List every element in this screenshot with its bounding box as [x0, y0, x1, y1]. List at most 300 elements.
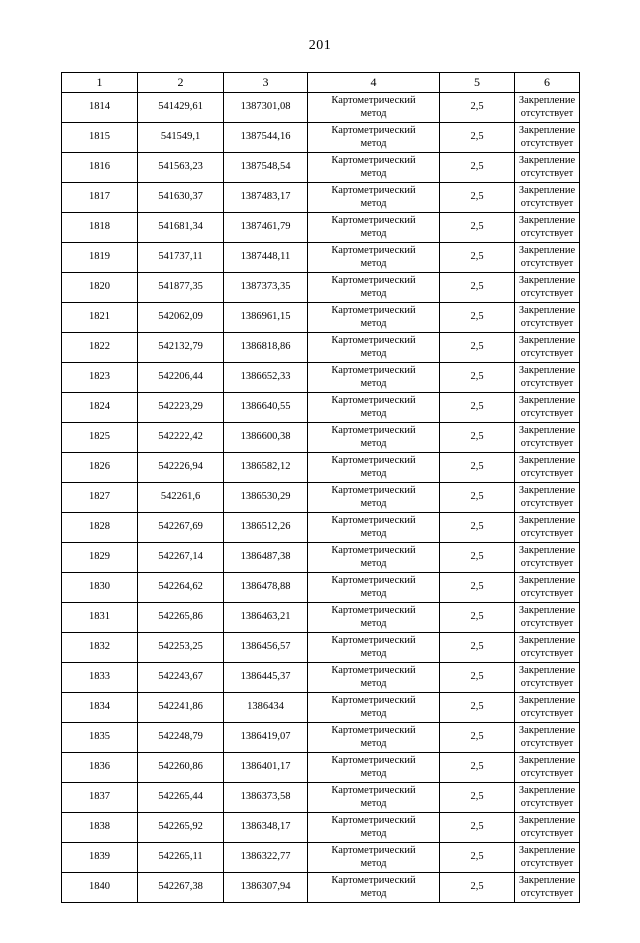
cell-method — [308, 243, 440, 273]
cell-accuracy: 2,5 — [440, 243, 515, 273]
cell-method-line1: Картометрический — [331, 605, 416, 617]
cell-fastening-line2: отсутствует — [520, 737, 574, 749]
cell-coordinate-x: 541737,11 — [138, 243, 224, 273]
cell-coordinate-x: 542241,86 — [138, 693, 224, 723]
cell-fastening-line1: Закрепление — [518, 425, 576, 437]
cell-fastening — [515, 723, 580, 753]
cell-accuracy: 2,5 — [440, 453, 515, 483]
cell-fastening-line2: отсутствует — [520, 827, 574, 839]
cell-method — [308, 873, 440, 903]
cell-fastening — [515, 753, 580, 783]
cell-coordinate-x: 542222,42 — [138, 423, 224, 453]
cell-fastening — [515, 183, 580, 213]
table-row — [62, 723, 580, 753]
cell-coordinate-y: 1387301,08 — [224, 93, 308, 123]
cell-coordinate-y: 1386478,88 — [224, 573, 308, 603]
cell-fastening-line2: отсутствует — [520, 317, 574, 329]
cell-method-line1: Картометрический — [331, 755, 416, 767]
cell-coordinate-x: 542206,44 — [138, 363, 224, 393]
table-row — [62, 513, 580, 543]
cell-fastening-line1: Закрепление — [518, 575, 576, 587]
cell-fastening-line1: Закрепление — [518, 215, 576, 227]
cell-accuracy: 2,5 — [440, 693, 515, 723]
cell-fastening-line1: Закрепление — [518, 395, 576, 407]
cell-accuracy: 2,5 — [440, 303, 515, 333]
cell-fastening-line2: отсутствует — [520, 557, 574, 569]
cell-fastening-line1: Закрепление — [518, 455, 576, 467]
cell-point-number: 1833 — [62, 663, 138, 693]
cell-point-number: 1824 — [62, 393, 138, 423]
cell-coordinate-y: 1386530,29 — [224, 483, 308, 513]
cell-method-line2: метод — [360, 737, 387, 749]
cell-fastening — [515, 423, 580, 453]
table-row — [62, 603, 580, 633]
cell-method-line2: метод — [360, 407, 387, 419]
cell-point-number: 1839 — [62, 843, 138, 873]
table-row — [62, 633, 580, 663]
cell-coordinate-x: 542265,11 — [138, 843, 224, 873]
column-header-5: 5 — [440, 73, 515, 93]
cell-method-line1: Картометрический — [331, 185, 416, 197]
cell-point-number: 1837 — [62, 783, 138, 813]
table-body — [62, 93, 580, 903]
cell-fastening — [515, 93, 580, 123]
cell-coordinate-x: 542267,38 — [138, 873, 224, 903]
cell-point-number: 1826 — [62, 453, 138, 483]
table-row — [62, 93, 580, 123]
cell-coordinate-y: 1387548,54 — [224, 153, 308, 183]
cell-method-line2: метод — [360, 227, 387, 239]
table-row — [62, 213, 580, 243]
cell-method-line1: Картометрический — [331, 335, 416, 347]
cell-method-line2: метод — [360, 677, 387, 689]
cell-coordinate-x: 542253,25 — [138, 633, 224, 663]
cell-fastening-line1: Закрепление — [518, 605, 576, 617]
cell-method-line2: метод — [360, 377, 387, 389]
cell-method-line2: метод — [360, 497, 387, 509]
cell-accuracy: 2,5 — [440, 393, 515, 423]
table-row — [62, 483, 580, 513]
cell-point-number: 1821 — [62, 303, 138, 333]
cell-coordinate-y: 1386434 — [224, 693, 308, 723]
cell-coordinate-y: 1386582,12 — [224, 453, 308, 483]
cell-method — [308, 123, 440, 153]
cell-coordinate-x: 542264,62 — [138, 573, 224, 603]
cell-coordinate-x: 542226,94 — [138, 453, 224, 483]
cell-fastening-line1: Закрепление — [518, 695, 576, 707]
table-row — [62, 183, 580, 213]
column-header-4: 4 — [308, 73, 440, 93]
cell-method — [308, 153, 440, 183]
cell-fastening — [515, 873, 580, 903]
cell-fastening-line2: отсутствует — [520, 797, 574, 809]
page-number: 201 — [308, 38, 332, 53]
cell-accuracy: 2,5 — [440, 603, 515, 633]
cell-method-line2: метод — [360, 107, 387, 119]
cell-point-number: 1820 — [62, 273, 138, 303]
cell-coordinate-x: 542267,14 — [138, 543, 224, 573]
cell-coordinate-y: 1387483,17 — [224, 183, 308, 213]
cell-fastening — [515, 243, 580, 273]
cell-fastening-line2: отсутствует — [520, 377, 574, 389]
cell-fastening-line1: Закрепление — [518, 815, 576, 827]
cell-fastening-line1: Закрепление — [518, 365, 576, 377]
table-header-row — [62, 73, 580, 93]
cell-coordinate-y: 1386419,07 — [224, 723, 308, 753]
cell-fastening — [515, 513, 580, 543]
cell-method — [308, 603, 440, 633]
cell-point-number: 1838 — [62, 813, 138, 843]
cell-method-line2: метод — [360, 437, 387, 449]
cell-accuracy: 2,5 — [440, 753, 515, 783]
cell-fastening-line2: отсутствует — [520, 767, 574, 779]
table-row — [62, 333, 580, 363]
cell-method-line1: Картометрический — [331, 875, 416, 887]
cell-method — [308, 753, 440, 783]
cell-accuracy: 2,5 — [440, 333, 515, 363]
cell-method-line2: метод — [360, 857, 387, 869]
cell-method-line1: Картометрический — [331, 395, 416, 407]
cell-method-line1: Картометрический — [331, 485, 416, 497]
cell-accuracy: 2,5 — [440, 153, 515, 183]
cell-method-line1: Картометрический — [331, 275, 416, 287]
cell-method-line1: Картометрический — [331, 845, 416, 857]
table-row — [62, 123, 580, 153]
cell-method — [308, 573, 440, 603]
cell-coordinate-x: 542267,69 — [138, 513, 224, 543]
table-row — [62, 543, 580, 573]
cell-method-line1: Картометрический — [331, 545, 416, 557]
document-page — [0, 38, 640, 943]
cell-accuracy: 2,5 — [440, 123, 515, 153]
cell-method-line1: Картометрический — [331, 665, 416, 677]
cell-method-line1: Картометрический — [331, 215, 416, 227]
cell-method — [308, 813, 440, 843]
cell-coordinate-y: 1387461,79 — [224, 213, 308, 243]
cell-coordinate-x: 541630,37 — [138, 183, 224, 213]
column-header-1: 1 — [62, 73, 138, 93]
cell-fastening-line2: отсутствует — [520, 527, 574, 539]
cell-method — [308, 513, 440, 543]
cell-method-line2: метод — [360, 647, 387, 659]
cell-method-line2: метод — [360, 197, 387, 209]
cell-coordinate-y: 1386401,17 — [224, 753, 308, 783]
cell-fastening — [515, 813, 580, 843]
cell-coordinate-x: 542243,67 — [138, 663, 224, 693]
cell-coordinate-y: 1386640,55 — [224, 393, 308, 423]
cell-method-line2: метод — [360, 797, 387, 809]
cell-fastening-line1: Закрепление — [518, 305, 576, 317]
cell-point-number: 1822 — [62, 333, 138, 363]
cell-coordinate-x: 541681,34 — [138, 213, 224, 243]
cell-accuracy: 2,5 — [440, 483, 515, 513]
cell-fastening-line2: отсутствует — [520, 197, 574, 209]
cell-coordinate-y: 1386512,26 — [224, 513, 308, 543]
cell-method — [308, 303, 440, 333]
cell-method — [308, 663, 440, 693]
cell-method — [308, 843, 440, 873]
table-row — [62, 393, 580, 423]
table-row — [62, 843, 580, 873]
cell-coordinate-x: 542132,79 — [138, 333, 224, 363]
cell-method-line1: Картометрический — [331, 125, 416, 137]
cell-point-number: 1840 — [62, 873, 138, 903]
cell-coordinate-x: 542265,44 — [138, 783, 224, 813]
cell-fastening-line2: отсутствует — [520, 677, 574, 689]
cell-fastening-line2: отсутствует — [520, 407, 574, 419]
cell-accuracy: 2,5 — [440, 93, 515, 123]
cell-coordinate-y: 1386652,33 — [224, 363, 308, 393]
cell-fastening-line2: отсутствует — [520, 647, 574, 659]
cell-method-line2: метод — [360, 317, 387, 329]
cell-fastening-line1: Закрепление — [518, 875, 576, 887]
cell-accuracy: 2,5 — [440, 423, 515, 453]
cell-accuracy: 2,5 — [440, 363, 515, 393]
cell-fastening-line1: Закрепление — [518, 755, 576, 767]
cell-fastening — [515, 123, 580, 153]
cell-method-line1: Картометрический — [331, 815, 416, 827]
table-row — [62, 573, 580, 603]
cell-method — [308, 423, 440, 453]
cell-fastening-line1: Закрепление — [518, 515, 576, 527]
cell-method — [308, 213, 440, 243]
cell-method — [308, 693, 440, 723]
cell-accuracy: 2,5 — [440, 813, 515, 843]
cell-fastening-line2: отсутствует — [520, 287, 574, 299]
cell-method-line1: Картометрический — [331, 515, 416, 527]
cell-method-line1: Картометрический — [331, 695, 416, 707]
cell-method-line1: Картометрический — [331, 425, 416, 437]
cell-fastening-line1: Закрепление — [518, 635, 576, 647]
cell-fastening-line1: Закрепление — [518, 245, 576, 257]
cell-point-number: 1815 — [62, 123, 138, 153]
cell-coordinate-y: 1386463,21 — [224, 603, 308, 633]
cell-coordinate-x: 541549,1 — [138, 123, 224, 153]
cell-method — [308, 483, 440, 513]
cell-coordinate-y: 1387448,11 — [224, 243, 308, 273]
cell-coordinate-x: 542261,6 — [138, 483, 224, 513]
cell-point-number: 1814 — [62, 93, 138, 123]
cell-accuracy: 2,5 — [440, 573, 515, 603]
cell-fastening-line1: Закрепление — [518, 725, 576, 737]
cell-accuracy: 2,5 — [440, 183, 515, 213]
table-row — [62, 303, 580, 333]
cell-method — [308, 363, 440, 393]
coordinates-table-wrapper — [61, 72, 579, 903]
cell-fastening — [515, 783, 580, 813]
cell-method — [308, 543, 440, 573]
cell-fastening-line1: Закрепление — [518, 125, 576, 137]
table-row — [62, 663, 580, 693]
cell-fastening-line1: Закрепление — [518, 845, 576, 857]
cell-fastening-line1: Закрепление — [518, 275, 576, 287]
cell-fastening-line2: отсутствует — [520, 587, 574, 599]
cell-coordinate-y: 1386322,77 — [224, 843, 308, 873]
cell-fastening-line1: Закрепление — [518, 155, 576, 167]
table-row — [62, 693, 580, 723]
table-row — [62, 273, 580, 303]
cell-method-line2: метод — [360, 587, 387, 599]
cell-accuracy: 2,5 — [440, 663, 515, 693]
cell-method-line2: метод — [360, 707, 387, 719]
cell-accuracy: 2,5 — [440, 723, 515, 753]
table-row — [62, 783, 580, 813]
cell-coordinate-x: 542260,86 — [138, 753, 224, 783]
cell-method — [308, 723, 440, 753]
cell-coordinate-x: 542265,92 — [138, 813, 224, 843]
table-row — [62, 873, 580, 903]
table-header — [62, 73, 580, 93]
cell-coordinate-y: 1386818,86 — [224, 333, 308, 363]
cell-method — [308, 333, 440, 363]
cell-accuracy: 2,5 — [440, 843, 515, 873]
cell-method-line2: метод — [360, 287, 387, 299]
cell-method-line2: метод — [360, 467, 387, 479]
table-row — [62, 243, 580, 273]
cell-method — [308, 393, 440, 423]
cell-fastening — [515, 633, 580, 663]
cell-point-number: 1831 — [62, 603, 138, 633]
cell-fastening — [515, 843, 580, 873]
cell-fastening — [515, 213, 580, 243]
table-row — [62, 753, 580, 783]
cell-method — [308, 453, 440, 483]
cell-method-line1: Картометрический — [331, 575, 416, 587]
cell-method-line1: Картометрический — [331, 785, 416, 797]
cell-point-number: 1829 — [62, 543, 138, 573]
column-header-2: 2 — [138, 73, 224, 93]
cell-fastening — [515, 573, 580, 603]
cell-point-number: 1836 — [62, 753, 138, 783]
cell-fastening — [515, 693, 580, 723]
cell-fastening-line2: отсутствует — [520, 617, 574, 629]
cell-coordinate-x: 542248,79 — [138, 723, 224, 753]
cell-fastening — [515, 543, 580, 573]
column-header-6: 6 — [515, 73, 580, 93]
cell-coordinate-y: 1386600,38 — [224, 423, 308, 453]
cell-coordinate-x: 541877,35 — [138, 273, 224, 303]
cell-method — [308, 633, 440, 663]
column-header-3: 3 — [224, 73, 308, 93]
cell-coordinate-y: 1386961,15 — [224, 303, 308, 333]
cell-accuracy: 2,5 — [440, 513, 515, 543]
cell-method-line2: метод — [360, 767, 387, 779]
cell-fastening — [515, 483, 580, 513]
cell-coordinate-y: 1386373,58 — [224, 783, 308, 813]
cell-coordinate-y: 1386445,37 — [224, 663, 308, 693]
cell-point-number: 1818 — [62, 213, 138, 243]
cell-fastening — [515, 453, 580, 483]
cell-fastening-line1: Закрепление — [518, 335, 576, 347]
cell-coordinate-x: 542062,09 — [138, 303, 224, 333]
cell-fastening-line2: отсутствует — [520, 257, 574, 269]
cell-fastening-line1: Закрепление — [518, 95, 576, 107]
cell-coordinate-x: 542223,29 — [138, 393, 224, 423]
table-row — [62, 453, 580, 483]
cell-fastening — [515, 363, 580, 393]
cell-fastening — [515, 273, 580, 303]
cell-point-number: 1823 — [62, 363, 138, 393]
cell-fastening-line2: отсутствует — [520, 707, 574, 719]
cell-point-number: 1828 — [62, 513, 138, 543]
cell-accuracy: 2,5 — [440, 783, 515, 813]
table-row — [62, 813, 580, 843]
cell-fastening-line2: отсутствует — [520, 887, 574, 899]
cell-method-line2: метод — [360, 557, 387, 569]
cell-fastening-line1: Закрепление — [518, 665, 576, 677]
cell-method-line1: Картометрический — [331, 635, 416, 647]
cell-method-line2: метод — [360, 347, 387, 359]
cell-method-line1: Картометрический — [331, 305, 416, 317]
table-row — [62, 363, 580, 393]
cell-coordinate-x: 542265,86 — [138, 603, 224, 633]
cell-point-number: 1835 — [62, 723, 138, 753]
cell-method-line2: метод — [360, 167, 387, 179]
cell-point-number: 1819 — [62, 243, 138, 273]
cell-method-line2: метод — [360, 617, 387, 629]
cell-method-line2: метод — [360, 527, 387, 539]
cell-fastening-line2: отсутствует — [520, 467, 574, 479]
cell-method-line1: Картометрический — [331, 155, 416, 167]
cell-fastening-line2: отсутствует — [520, 497, 574, 509]
cell-fastening-line2: отсутствует — [520, 137, 574, 149]
table-row — [62, 153, 580, 183]
table-row — [62, 423, 580, 453]
cell-method-line2: метод — [360, 827, 387, 839]
cell-fastening-line2: отсутствует — [520, 227, 574, 239]
cell-fastening-line2: отсутствует — [520, 437, 574, 449]
cell-fastening — [515, 333, 580, 363]
cell-coordinate-y: 1386487,38 — [224, 543, 308, 573]
cell-fastening-line1: Закрепление — [518, 785, 576, 797]
cell-point-number: 1827 — [62, 483, 138, 513]
cell-method-line1: Картометрический — [331, 455, 416, 467]
cell-fastening — [515, 303, 580, 333]
cell-fastening-line2: отсутствует — [520, 107, 574, 119]
cell-method-line2: метод — [360, 257, 387, 269]
cell-fastening-line2: отсутствует — [520, 347, 574, 359]
cell-accuracy: 2,5 — [440, 273, 515, 303]
cell-fastening-line1: Закрепление — [518, 185, 576, 197]
cell-accuracy: 2,5 — [440, 213, 515, 243]
cell-fastening — [515, 393, 580, 423]
cell-method-line1: Картометрический — [331, 725, 416, 737]
cell-coordinate-x: 541563,23 — [138, 153, 224, 183]
cell-point-number: 1817 — [62, 183, 138, 213]
cell-coordinate-y: 1386307,94 — [224, 873, 308, 903]
cell-point-number: 1825 — [62, 423, 138, 453]
cell-accuracy: 2,5 — [440, 873, 515, 903]
coordinates-table — [61, 72, 580, 903]
cell-method-line1: Картометрический — [331, 95, 416, 107]
cell-coordinate-y: 1386456,57 — [224, 633, 308, 663]
cell-method — [308, 273, 440, 303]
cell-method — [308, 783, 440, 813]
cell-point-number: 1830 — [62, 573, 138, 603]
cell-method-line2: метод — [360, 887, 387, 899]
cell-method — [308, 183, 440, 213]
cell-fastening — [515, 153, 580, 183]
cell-fastening — [515, 603, 580, 633]
cell-method — [308, 93, 440, 123]
cell-coordinate-x: 541429,61 — [138, 93, 224, 123]
cell-coordinate-y: 1387373,35 — [224, 273, 308, 303]
cell-fastening-line2: отсутствует — [520, 857, 574, 869]
cell-fastening-line1: Закрепление — [518, 545, 576, 557]
cell-fastening — [515, 663, 580, 693]
cell-accuracy: 2,5 — [440, 543, 515, 573]
cell-fastening-line1: Закрепление — [518, 485, 576, 497]
